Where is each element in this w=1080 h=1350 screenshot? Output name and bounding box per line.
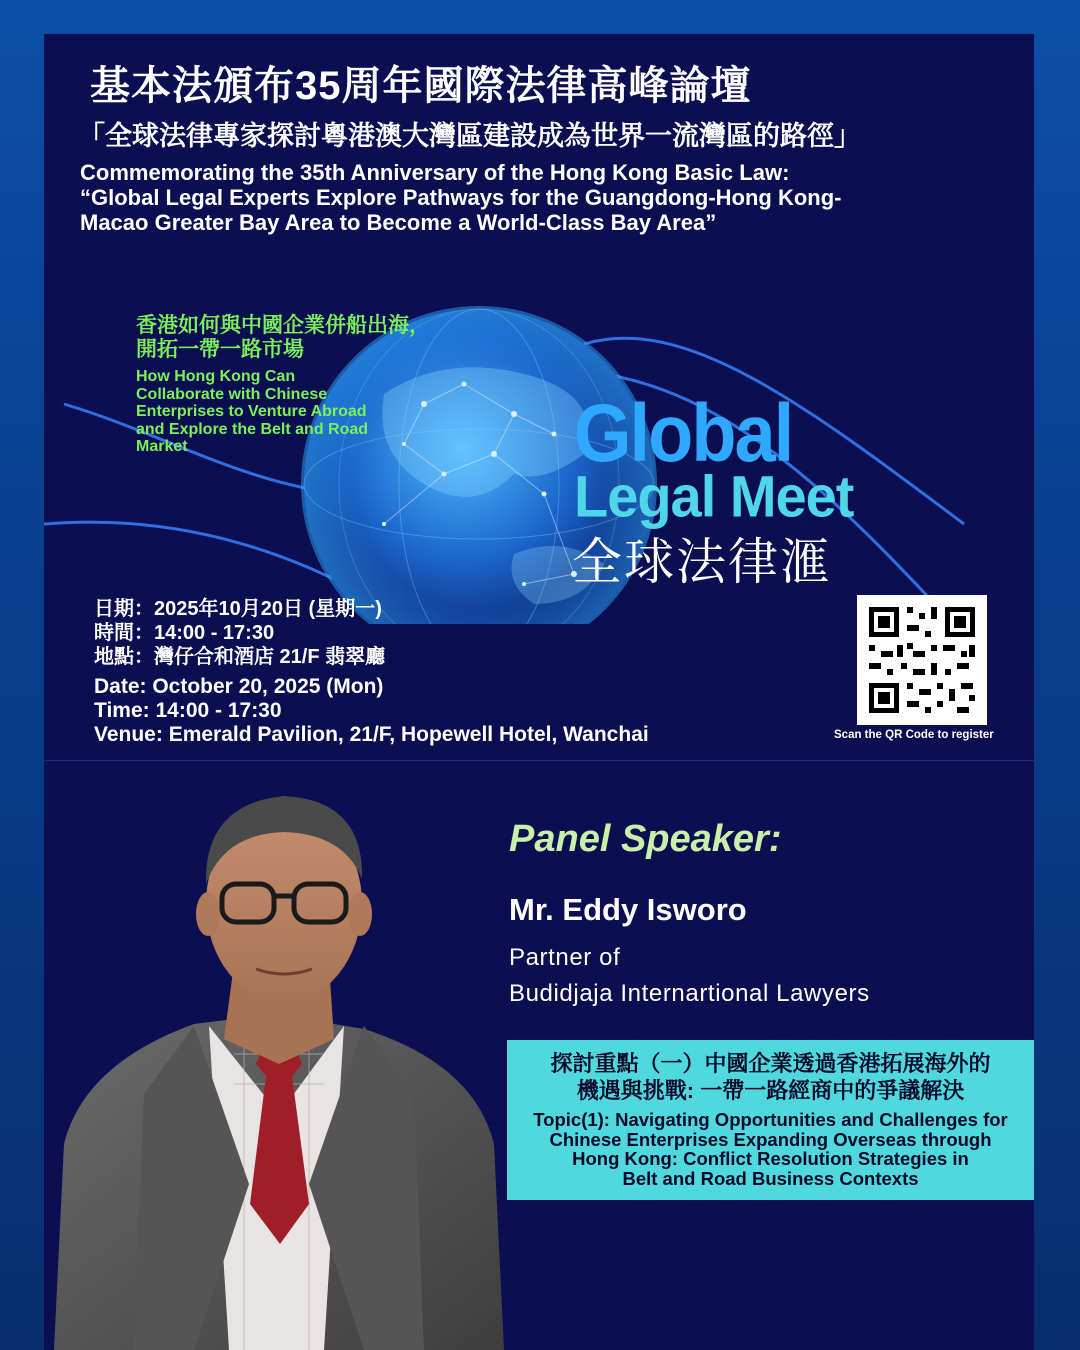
topic-box-en-line: Chinese Enterprises Expanding Overseas through xyxy=(549,1128,992,1150)
forum-subtitle-zh: 「全球法律專家探討粵港澳大灣區建設成為世界一流灣區的路徑」 xyxy=(78,121,861,151)
event-venue-zh: 地點：灣仔合和酒店 21/F 翡翠廳 xyxy=(94,646,386,668)
brand-logo-zh: 全球法律滙 xyxy=(572,534,832,590)
event-poster xyxy=(44,34,1034,1350)
panel-speaker-label: Panel Speaker: xyxy=(509,818,782,860)
session-topic-en-line: Enterprises to Venture Abroad xyxy=(136,403,367,420)
topic-box-en-line: Belt and Road Business Contexts xyxy=(622,1167,919,1189)
topic-box-zh xyxy=(507,1050,1034,1104)
section-divider xyxy=(44,760,1034,761)
speaker-role-line: Partner of xyxy=(509,944,621,971)
session-topic-zh xyxy=(136,314,430,362)
brand-logo-global: Global xyxy=(574,387,793,479)
speaker-name: Mr. Eddy Isworo xyxy=(509,892,747,927)
event-venue-en: Venue: Emerald Pavilion, 21/F, Hopewell Hotel, Wanchai xyxy=(94,723,649,746)
event-date-en: Date: October 20, 2025 (Mon) xyxy=(94,675,384,698)
speaker-role-line: Budidjaja Internartional Lawyers xyxy=(509,980,870,1007)
forum-title-en-line: Commemorating the 35th Anniversary of the Hong Kong Basic Law: xyxy=(80,160,790,185)
session-topic-en-line: How Hong Kong Can xyxy=(136,368,296,385)
speaker-role xyxy=(509,940,870,1012)
topic-box-zh-line: 機遇與挑戰: 一帶一路經商中的爭議解決 xyxy=(576,1078,965,1103)
session-topic-en-line: and Explore the Belt and Road xyxy=(136,420,369,438)
session-topic-en xyxy=(136,368,368,456)
session-topic-en-line: Market xyxy=(136,438,188,455)
forum-title-en-line: “Global Legal Experts Explore Pathways for the Guangdong-Hong Kong- xyxy=(80,185,842,210)
forum-title-zh: 基本法頒布35周年國際法律高峰論壇 xyxy=(90,64,752,108)
event-date-zh: 日期：2025年10月20日 (星期一) xyxy=(94,598,382,620)
qr-caption: Scan the QR Code to register xyxy=(834,729,994,741)
topic-box-en-line: Hong Kong: Conflict Resolution Strategies in xyxy=(572,1148,969,1169)
forum-title-en-line: Macao Greater Bay Area to Become a World-Class Bay Area” xyxy=(80,210,717,235)
topic-box xyxy=(507,1040,1034,1200)
brand-logo-legal-meet: Legal Meet xyxy=(574,463,854,530)
forum-title-en xyxy=(80,160,1010,235)
event-time-zh: 時間：14:00 - 17:30 xyxy=(94,622,275,644)
topic-box-zh-line: 探討重點（一）中國企業透過香港拓展海外的 xyxy=(550,1051,991,1076)
speaker-photo xyxy=(44,764,514,1350)
session-topic-zh-line: 香港如何與中國企業併船出海， xyxy=(136,314,430,337)
registration-qr-code[interactable] xyxy=(857,595,987,725)
event-info xyxy=(94,597,649,747)
session-topic-en-line: Collaborate with Chinese xyxy=(136,385,328,403)
session-topic-zh-line: 開拓一帶一路市場 xyxy=(136,338,304,361)
event-info-en xyxy=(94,675,649,747)
topic-box-en xyxy=(507,1110,1034,1188)
event-info-zh xyxy=(94,597,649,669)
topic-box-en-line: Topic(1): Navigating Opportunities and Challenges for xyxy=(533,1109,1008,1130)
event-time-en: Time: 14:00 - 17:30 xyxy=(94,699,282,722)
